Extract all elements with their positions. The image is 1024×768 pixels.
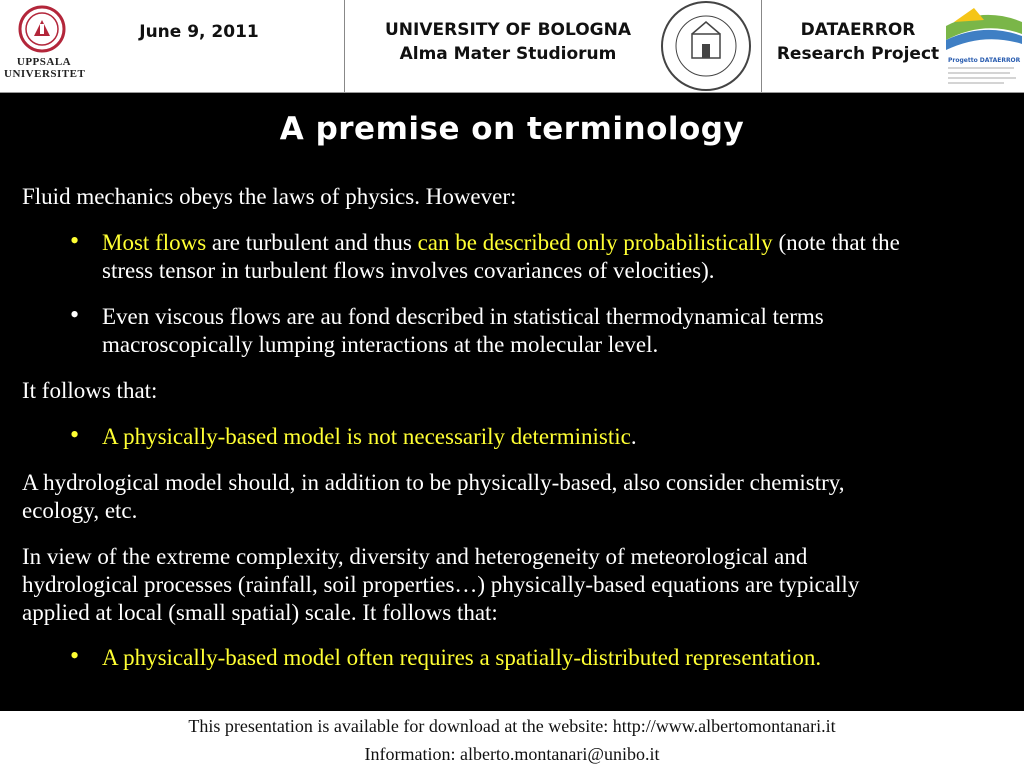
- university-title: [346, 18, 670, 68]
- slide-body: [0, 93, 1024, 711]
- header-divider-2: [761, 0, 762, 92]
- paragraph-3: A hydrological model should, in addition to be physically-based, also consider chemistry,: [22, 470, 845, 495]
- footer-website: This presentation is available for download at the website: http://www.albertomontanari.it: [188, 716, 836, 736]
- bullet-item-1-line-2: stress tensor in turbulent flows involves covariances of velocities).: [102, 258, 715, 283]
- university-name: UNIVERSITY OF BOLOGNA: [384, 20, 632, 40]
- dataerror-logo-icon: [944, 0, 1024, 92]
- paragraph-4-line-3: applied at local (small spatial) scale. It follows that:: [22, 600, 498, 625]
- bullet-item-2-line-2: macroscopically lumping interactions at the molecular level.: [102, 332, 659, 357]
- bullet-icon: •: [70, 641, 80, 670]
- bologna-seal-icon: [654, 0, 758, 92]
- paragraph-3-line-2: ecology, etc.: [22, 498, 138, 523]
- uppsala-seal-icon: [0, 0, 88, 56]
- bullet-1-highlight-1: Most flows: [102, 230, 207, 255]
- footer: [0, 712, 1024, 768]
- bullet-3-highlight: A physically-based model is not necessarily deterministic: [102, 424, 631, 449]
- date-label: June 9, 2011: [139, 22, 259, 42]
- bullet-1-text-1: are turbulent and thus: [206, 230, 418, 255]
- bullet-icon: •: [70, 226, 80, 255]
- bullet-3-text: .: [630, 424, 637, 449]
- footer-contact: Information: alberto.montanari@unibo.it: [364, 744, 660, 764]
- bullet-1-highlight-2: can be described only probabilistically: [417, 230, 773, 255]
- project-subtitle: Research Project: [776, 44, 940, 64]
- bullet-item-1: [102, 229, 900, 257]
- bullet-item-3: [102, 423, 637, 451]
- bullet-item-2: Even viscous flows are au fond described in statistical thermodynamical terms: [102, 304, 824, 329]
- slide-title: A premise on terminology: [279, 111, 745, 147]
- project-logo-text: Progetto DATAERROR: [948, 57, 1021, 64]
- bullet-1-text-2: (note that the: [772, 230, 900, 255]
- paragraph-2: It follows that:: [22, 378, 158, 403]
- uppsala-logo: [0, 0, 88, 92]
- project-name: DATAERROR: [800, 20, 916, 40]
- bullet-icon: •: [70, 300, 80, 329]
- header-divider: [344, 0, 345, 92]
- header-bar: [0, 0, 1024, 93]
- university-motto: Alma Mater Studiorum: [399, 44, 617, 64]
- dataerror-logo: [944, 0, 1024, 92]
- project-title: [772, 18, 944, 68]
- paragraph-4-line-2: hydrological processes (rainfall, soil properties…) physically-based equations are typically: [22, 572, 860, 597]
- uppsala-logo-text: UPPSALA UNIVERSITET: [4, 56, 86, 80]
- bullet-icon: •: [70, 420, 80, 449]
- bullet-item-4: A physically-based model often requires a spatially-distributed representation.: [102, 645, 822, 670]
- bologna-seal: [654, 0, 758, 92]
- paragraph-1: Fluid mechanics obeys the laws of physics. However:: [22, 184, 517, 209]
- paragraph-4: In view of the extreme complexity, diversity and heterogeneity of meteorological and: [22, 544, 808, 569]
